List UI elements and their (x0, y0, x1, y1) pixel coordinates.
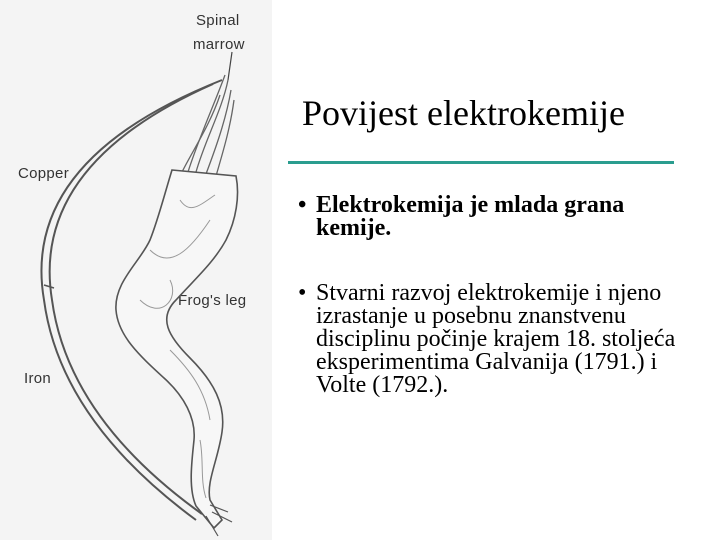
frog-leg-illustration (0, 0, 272, 540)
bullet-item (296, 194, 700, 240)
bullet-dot-icon: • (298, 192, 307, 218)
bullet-text: Elektrokemija je mlada grana kemije. (316, 192, 625, 241)
bullet-dot-icon: • (298, 280, 307, 306)
slide-title: Povijest elektrokemije (302, 93, 625, 133)
label-iron: Iron (24, 370, 52, 387)
bullet-list (296, 194, 700, 397)
nerve-strands (182, 75, 234, 176)
bullet-item (296, 282, 700, 397)
frog-leg-shape (116, 170, 238, 528)
galvani-frog-leg-figure (0, 0, 272, 540)
label-spinal-marrow-2: marrow (193, 36, 245, 53)
label-spinal-marrow-1: Spinal (196, 12, 240, 29)
label-copper: Copper (18, 165, 69, 182)
title-underline (288, 161, 674, 164)
bullet-text: Stvarni razvoj elektrokemije i njeno izrastanje u posebnu znanstvenu disciplinu počinje krajem 18. stoljeća eksperimentima Galvanija (1791.) i Volte (1792.). (316, 280, 676, 398)
label-frogs-leg: Frog's leg (178, 292, 247, 309)
